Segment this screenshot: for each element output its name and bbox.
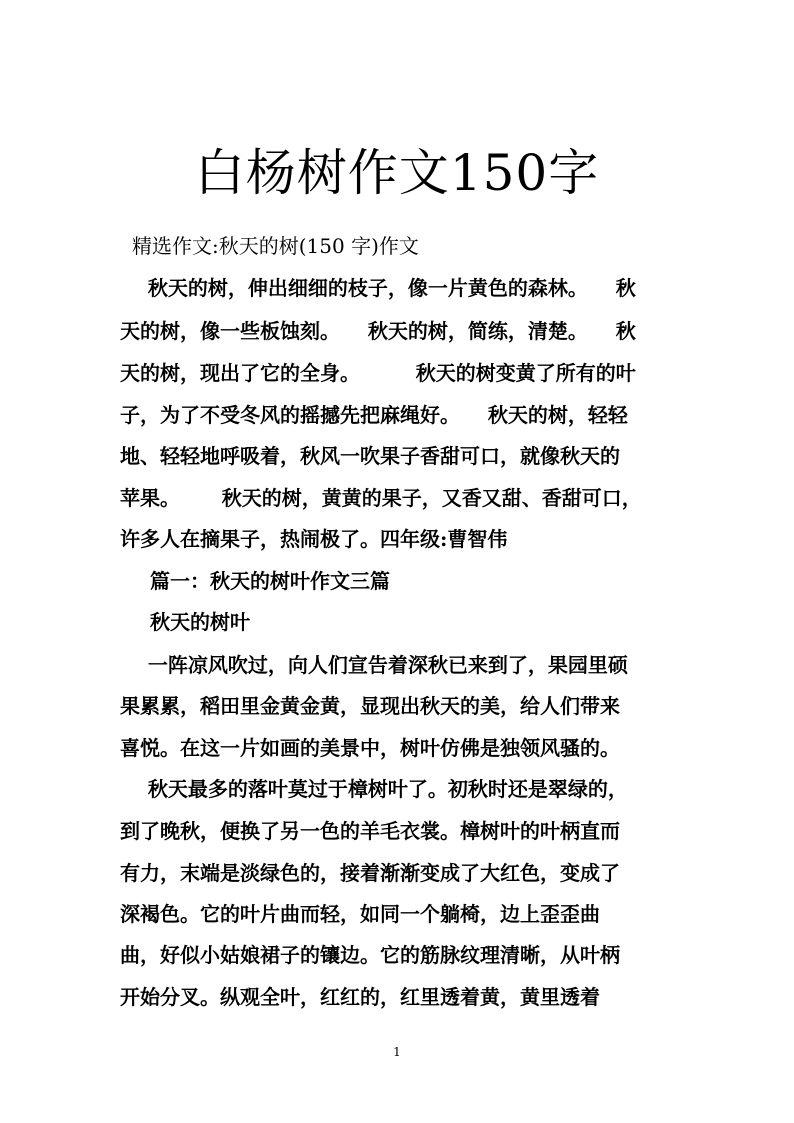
body-line: 苹果。 秋天的树，黄黄的果子，又香又甜、香甜可口， — [120, 486, 642, 510]
document-title: 白杨树作文150字 — [194, 144, 600, 202]
essay-line: 喜悦。在这一片如画的美景中，树叶仿佛是独领风骚的。 — [120, 736, 620, 760]
body-line: 子，为了不受冬风的摇撼先把麻绳好。 秋天的树，轻轻 — [120, 403, 628, 427]
body-line: 秋天的树，伸出细细的枝子，像一片黄色的森林。 秋 — [120, 276, 636, 300]
essay-line: 秋天最多的落叶莫过于樟树叶了。初秋时还是翠绿的， — [120, 777, 628, 801]
essay-line: 有力，末端是淡绿色的，接着渐渐变成了大红色，变成了 — [120, 861, 620, 885]
essay-line: 曲，好似小姑娘裙子的镶边。它的筋脉纹理清晰，从叶柄 — [120, 943, 620, 967]
essay-line: 到了晚秋，便换了另一色的羊毛衣裳。樟树叶的叶柄直而 — [120, 819, 620, 843]
section-heading: 篇一：秋天的树叶作文三篇 — [150, 569, 390, 593]
essay-title: 秋天的树叶 — [150, 610, 250, 634]
essay-line: 开始分叉。纵观全叶，红红的，红里透着黄，黄里透着 — [120, 985, 600, 1009]
body-line: 天的树，像一些板蚀刻。 秋天的树，简练，清楚。 秋 — [120, 319, 636, 343]
subtitle: 精选作文:秋天的树(150 字)作文 — [132, 234, 419, 258]
essay-line: 深褐色。它的叶片曲而轻，如同一个躺椅，边上歪歪曲 — [120, 902, 600, 926]
body-line: 许多人在摘果子，热闹极了。四年级:曹智伟 — [120, 527, 508, 551]
body-line: 地、轻轻地呼吸着，秋风一吹果子香甜可口，就像秋天的 — [120, 444, 620, 468]
page-number: 1 — [393, 1045, 401, 1059]
essay-line: 果累累，稻田里金黄金黄，显现出秋天的美，给人们带来 — [120, 694, 620, 718]
essay-line: 一阵凉风吹过，向人们宣告着深秋已来到了，果园里硕 — [120, 653, 628, 677]
body-line: 天的树，现出了它的全身。 秋天的树变黄了所有的叶 — [120, 361, 636, 385]
